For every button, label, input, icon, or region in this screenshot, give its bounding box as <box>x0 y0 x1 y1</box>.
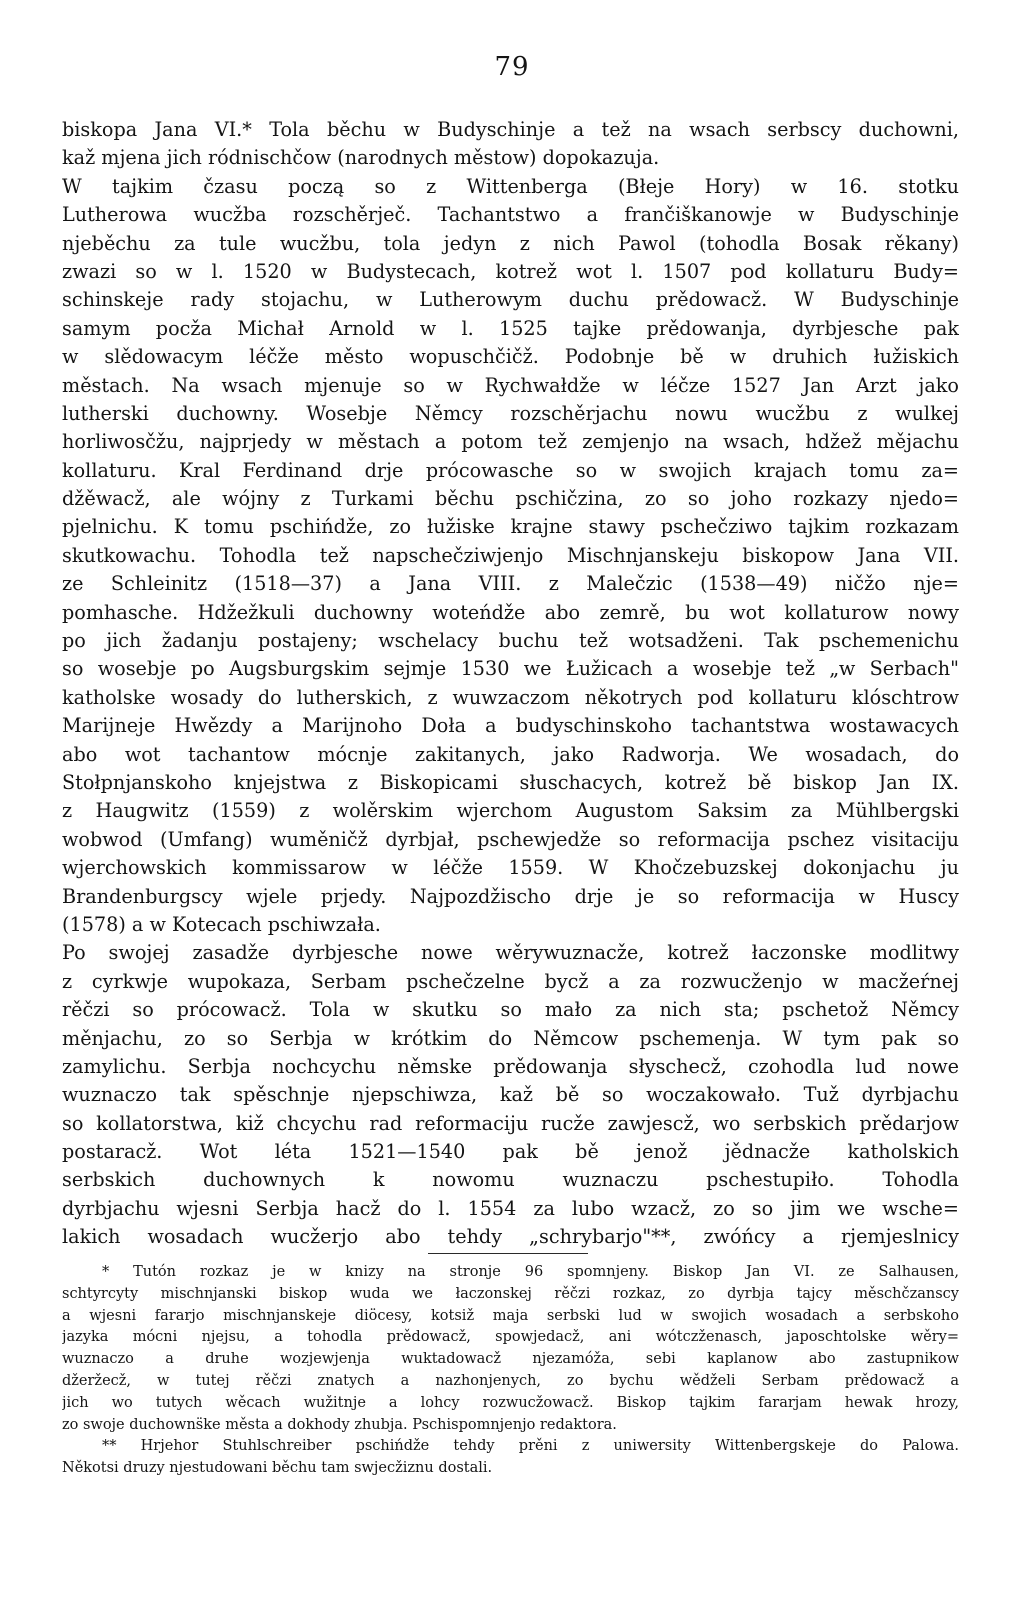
body-line: pjelnichu. K tomu pschińdže, zo łužiske krajne stawy pschečziwo tajkim rozkazam <box>62 515 959 539</box>
body-line: kollaturu. Kral Ferdinand drje prócowasche so w swojich krajach tomu za= <box>62 458 959 482</box>
body-line: (1578) a w Kotecach pschiwzała. <box>62 912 381 936</box>
footnote-divider <box>428 1253 588 1254</box>
footnote-line: a wjesni fararjo mischnjanskeje diöcesy, kotsiž maja serbski lud w swojich wosadach a serbskoho <box>62 1307 959 1324</box>
body-line: biskopa Jana VI.* Tola běchu w Budyschinje a tež na wsach serbscy duchowni, <box>62 118 959 141</box>
body-line: Lutherowa wucžba rozschěrječ. Tachantstwo a frančiškanowje w Budyschinje <box>62 203 959 227</box>
footnote-line: wuznaczo a druhe wozjewjenja wuktadowacž njezamóža, sebi kaplanow abo zastupnikow <box>62 1351 959 1368</box>
footnote-line: zo swoje duchowns̈ke města a dokhody zhubja. Pschispomnjenjo redaktora. <box>62 1416 617 1433</box>
body-line: njeběchu za tule wucžbu, tola jedyn z nich Pawol (tohodla Bosak rěkany) <box>62 231 959 255</box>
body-line: katholske wosady do lutherskich, z wuwzaczom někotrych pod kollaturu klóschtrow <box>62 685 959 709</box>
body-line: dyrbjachu wjesni Serbja hacž do l. 1554 za lubo wzacž, zo so jim we wsche= <box>62 1196 959 1220</box>
body-line: serbskich duchownych k nowomu wuznaczu pschestupiło. Tohodla <box>62 1168 959 1192</box>
body-line: rěčzi so prócowacž. Tola w skutku so mało za nich sta; pschetož Němcy <box>62 998 959 1022</box>
body-line: po jich žadanju postajeny; wschelacy buchu tež wotsadženi. Tak pschemenichu <box>62 629 959 653</box>
body-line: džěwacž, ale wójny z Turkami běchu pschičzina, zo so joho rozkazy njedo= <box>62 487 959 511</box>
body-line: lakich wosadach wucžerjo abo tehdy „schrybarjo"**, zwóńcy a rjemjeslnicy <box>62 1225 959 1249</box>
body-line: postaracž. Wot léta 1521—1540 pak bě jenož jědnacže katholskich <box>62 1140 959 1164</box>
body-line: z Haugwitz (1559) z wolěrskim wjerchom Augustom Saksim za Mühlbergski <box>62 799 959 823</box>
body-text <box>62 116 959 1252</box>
body-line: Marijneje Hwězdy a Marijnoho Doła a budyschinskoho tachantstwa wostawacych <box>62 714 959 738</box>
body-line: zamylichu. Serbja nochcychu němske prědowanja słyschecž, czohodla lud nowe <box>62 1054 959 1078</box>
body-line: Stołpnjanskoho knjejstwa z Biskopicami słuschacych, kotrež bě biskop Jan IX. <box>62 770 959 794</box>
body-line: Brandenburgscy wjele prjedy. Najpozdžischo drje je so reformacija w Huscy <box>62 884 959 908</box>
body-line: abo wot tachantow mócnje zakitanych, jako Radworja. We wosadach, do <box>62 742 959 766</box>
body-line: pomhasche. Hdžežkuli duchowny woteńdže abo zemrě, bu wot kollaturow nowy <box>62 600 959 624</box>
body-line: měnjachu, zo so Serbja w krótkim do Němcow pschemenja. W tym pak so <box>62 1026 959 1050</box>
body-line: Po swojej zasadže dyrbjesche nowe wěrywuznacže, kotrež łaczonske modlitwy <box>62 941 959 965</box>
body-line: so kollatorstwa, kiž chcychu rad reformaciju rucže zawjescž, wo serbskich prědarjow <box>62 1111 959 1135</box>
footnote-line: Někotsi druzy njestudowani běchu tam swjecžiznu dostali. <box>62 1460 493 1477</box>
footnote-line: jich wo tutych wěcach wužitnje a lohcy rozwucžowacž. Biskop tajkim fararjam hewak hrozy, <box>62 1394 959 1411</box>
body-line: W tajkim čzasu począ so z Wittenberga (Błeje Hory) w 16. stotku <box>62 174 959 198</box>
body-line: samym pocža Michał Arnold w l. 1525 tajke prědowanja, dyrbjesche pak <box>62 316 959 340</box>
body-line: wuznaczo tak spěschnje njepschiwza, kaž bě so woczakowało. Tuž dyrbjachu <box>62 1083 959 1107</box>
body-line: horliwosčžu, najprjedy w městach a potom tež zemjenjo na wsach, hdžež mějachu <box>62 430 959 454</box>
body-line: wobwod (Umfang) wuměničž dyrbjał, pschewjedže so reformacija pschez visitaciju <box>62 827 959 851</box>
footnote-line: jazyka mócni njejsu, a tohodla prědowacž, spowjedacž, ani wótczženasch, japoschtolske wěry= <box>62 1329 959 1346</box>
body-line: skutkowachu. Tohodla tež napschečziwjenjo Mischnjanskeju biskopow Jana VII. <box>62 543 959 567</box>
body-line: zwazi so w l. 1520 w Budystecach, kotrež wot l. 1507 pod kollaturu Budy= <box>62 259 959 283</box>
footnotes <box>62 1262 959 1480</box>
body-line: z cyrkwje wupokaza, Serbam pschečzelne bycž a za rozwucženjo w macžeŕnej <box>62 969 959 993</box>
body-line: w slědowacym léčže město wopuschčičž. Podobnje bě w druhich łužiskich <box>62 345 959 369</box>
footnote-line: ** Hrjehor Stuhlschreiber pschińdže tehdy prěni z uniwersity Wittenbergskeje do Palowa. <box>102 1438 959 1455</box>
body-line: so wosebje po Augsburgskim sejmje 1530 we Łužicach a wosebje tež „w Serbach" <box>62 657 959 681</box>
body-line: wjerchowskich kommissarow w léčže 1559. W Khočzebuzskej dokonjachu ju <box>62 856 959 880</box>
footnote-line: schtyrcyty mischnjanski biskop wuda we łaczonskej rěčzi rozkaz, zo dyrbja tajcy měschčzanscy <box>62 1285 959 1302</box>
body-line: lutherski duchowny. Wosebje Němcy rozschěrjachu nowu wucžbu z wulkej <box>62 401 959 425</box>
body-line: městach. Na wsach mjenuje so w Rychwałdže w léčze 1527 Jan Arzt jako <box>62 373 959 397</box>
footnote-line: * Tutón rozkaz je w knizy na stronje 96 spomnjeny. Biskop Jan VI. ze Salhausen, <box>102 1264 959 1280</box>
body-line: ze Schleinitz (1518—37) a Jana VIII. z Malečzic (1538—49) ničžo nje= <box>62 572 959 596</box>
footnote-line: džeržecž, w tutej rěčzi znatych a nazhonjenych, zo bychu wědželi Serbam prědowacž a <box>62 1372 959 1389</box>
page-number: 79 <box>494 52 530 82</box>
body-line: kaž mjena jich ródnischčow (narodnych městow) dopokazuja. <box>62 146 660 170</box>
body-line: schinskeje rady stojachu, w Lutherowym duchu prědowacž. W Budyschinje <box>62 288 959 312</box>
